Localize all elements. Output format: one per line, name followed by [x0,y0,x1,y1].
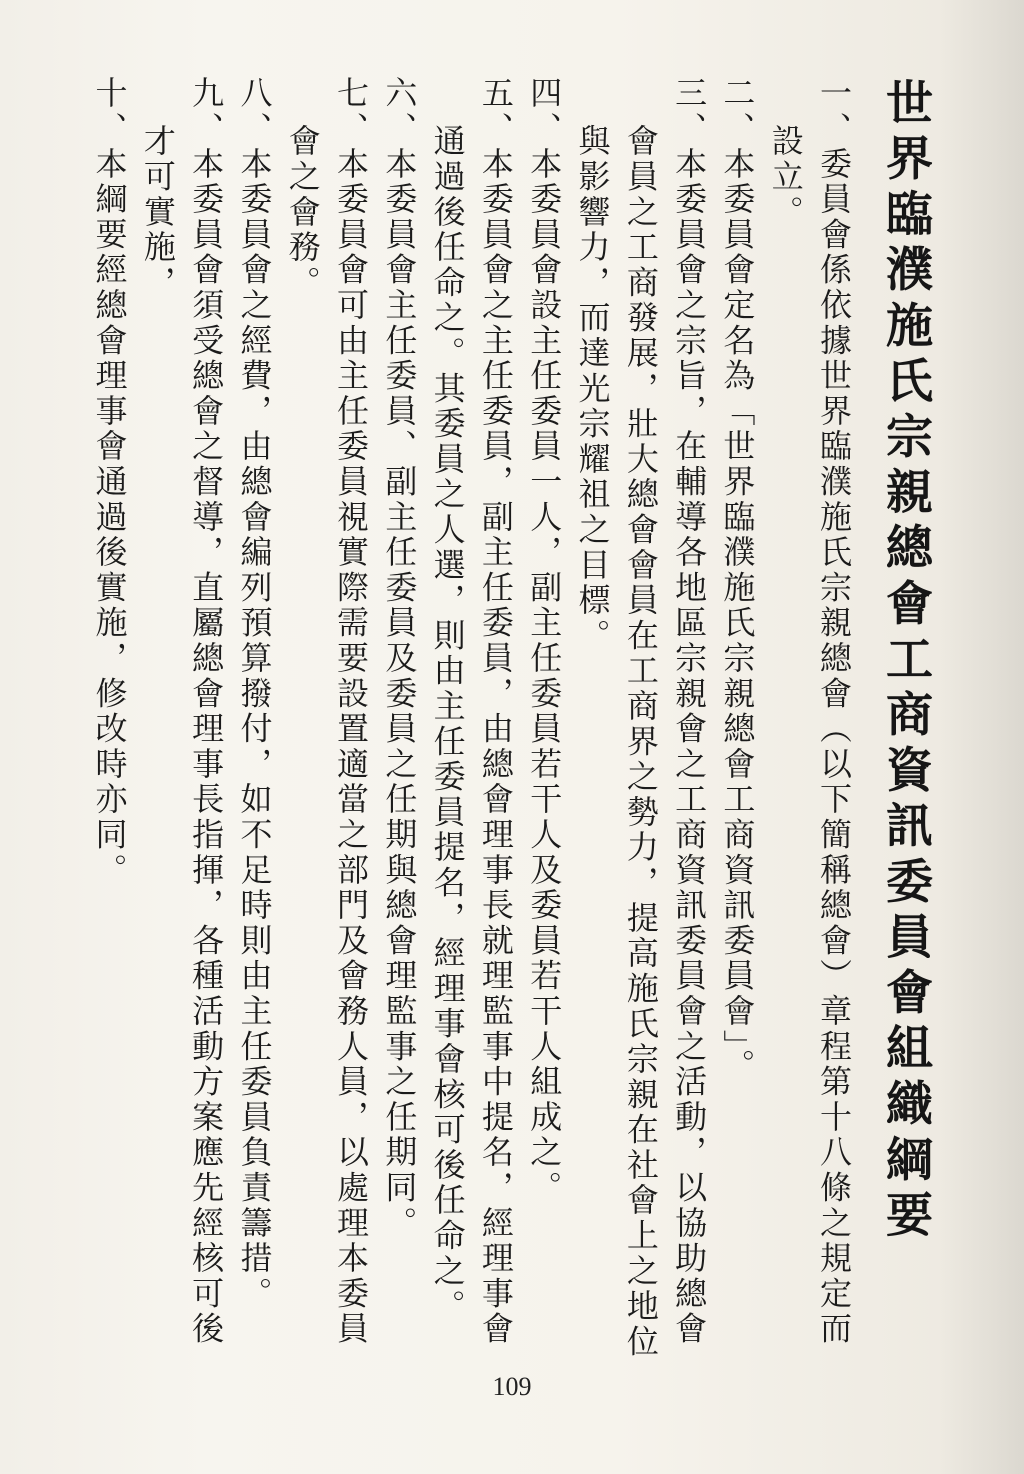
clause-9 [134,76,231,1366]
clause-4 [520,76,568,1366]
clause-text: 委員會係依據世界臨濮施氏宗親總會（以下簡稱總會）章程第十八條之規定而設立。 [766,124,853,1347]
clause-text: 本委員會須受總會之督導，直屬總會理事長指揮，各種活動方案應先經核可後才可實施， [138,124,226,1347]
clause-number: 四、 [525,76,564,147]
clause-number: 二、 [718,76,757,147]
clause-6 [375,76,423,1366]
clause-text: 本委員會之經費，由總會編列預算撥付，如不足時則由主任委員負責籌措。 [235,146,274,1312]
clause-number: 三、 [670,76,709,147]
show-through-shadow [938,0,1024,1474]
clause-3 [568,76,713,1366]
page-number: 109 [492,1372,532,1401]
clause-1 [761,76,858,1366]
clause-number: 五、 [476,76,515,147]
clause-text: 本委員會定名為「世界臨濮施氏宗親總會工商資訊委員會」。 [718,146,757,1084]
clause-text: 本委員會設主任委員一人，副主任委員若干人及委員若干人組成之。 [525,146,564,1206]
clause-text: 本委員會主任委員、副主任委員及委員之任期與總會理監事之任期同。 [380,146,419,1241]
clause-list [90,76,858,1366]
clause-text: 本委員會可由主任委員視實際需要設置適當之部門及會務人員，以處理本委員會之會務。 [283,124,371,1347]
clause-5 [423,76,520,1366]
clause-number: 八、 [235,76,274,147]
clause-text: 本委員會之宗旨，在輔導各地區宗親會之工商資訊委員會之活動，以協助總會會員之工商發展，壯大總會會員在工商界之勢力，提高施氏宗親在社會上之地位與影響力，而達光宗耀祖之目標。 [573,124,709,1360]
clause-2 [713,76,761,1366]
clause-number: 十、 [90,76,129,147]
clause-text: 本綱要經總會理事會通過後實施，修改時亦同。 [90,146,129,888]
clause-7 [278,76,375,1366]
clause-8 [230,76,278,1366]
page-title: 世界臨濮施氏宗親總會工商資訊委員會組織綱要 [878,78,933,1246]
clause-number: 六、 [380,76,419,147]
clause-number: 七、 [332,76,371,147]
clause-10 [85,76,133,1366]
clause-number: 一、 [815,76,853,147]
clause-text: 本委員會之主任委員，副主任委員，由總會理事長就理監事中提名，經理事會通過後任命之。其委員之人選，則由主任委員提名，經理事會核可後任命之。 [428,124,515,1347]
clause-number: 九、 [187,76,226,147]
